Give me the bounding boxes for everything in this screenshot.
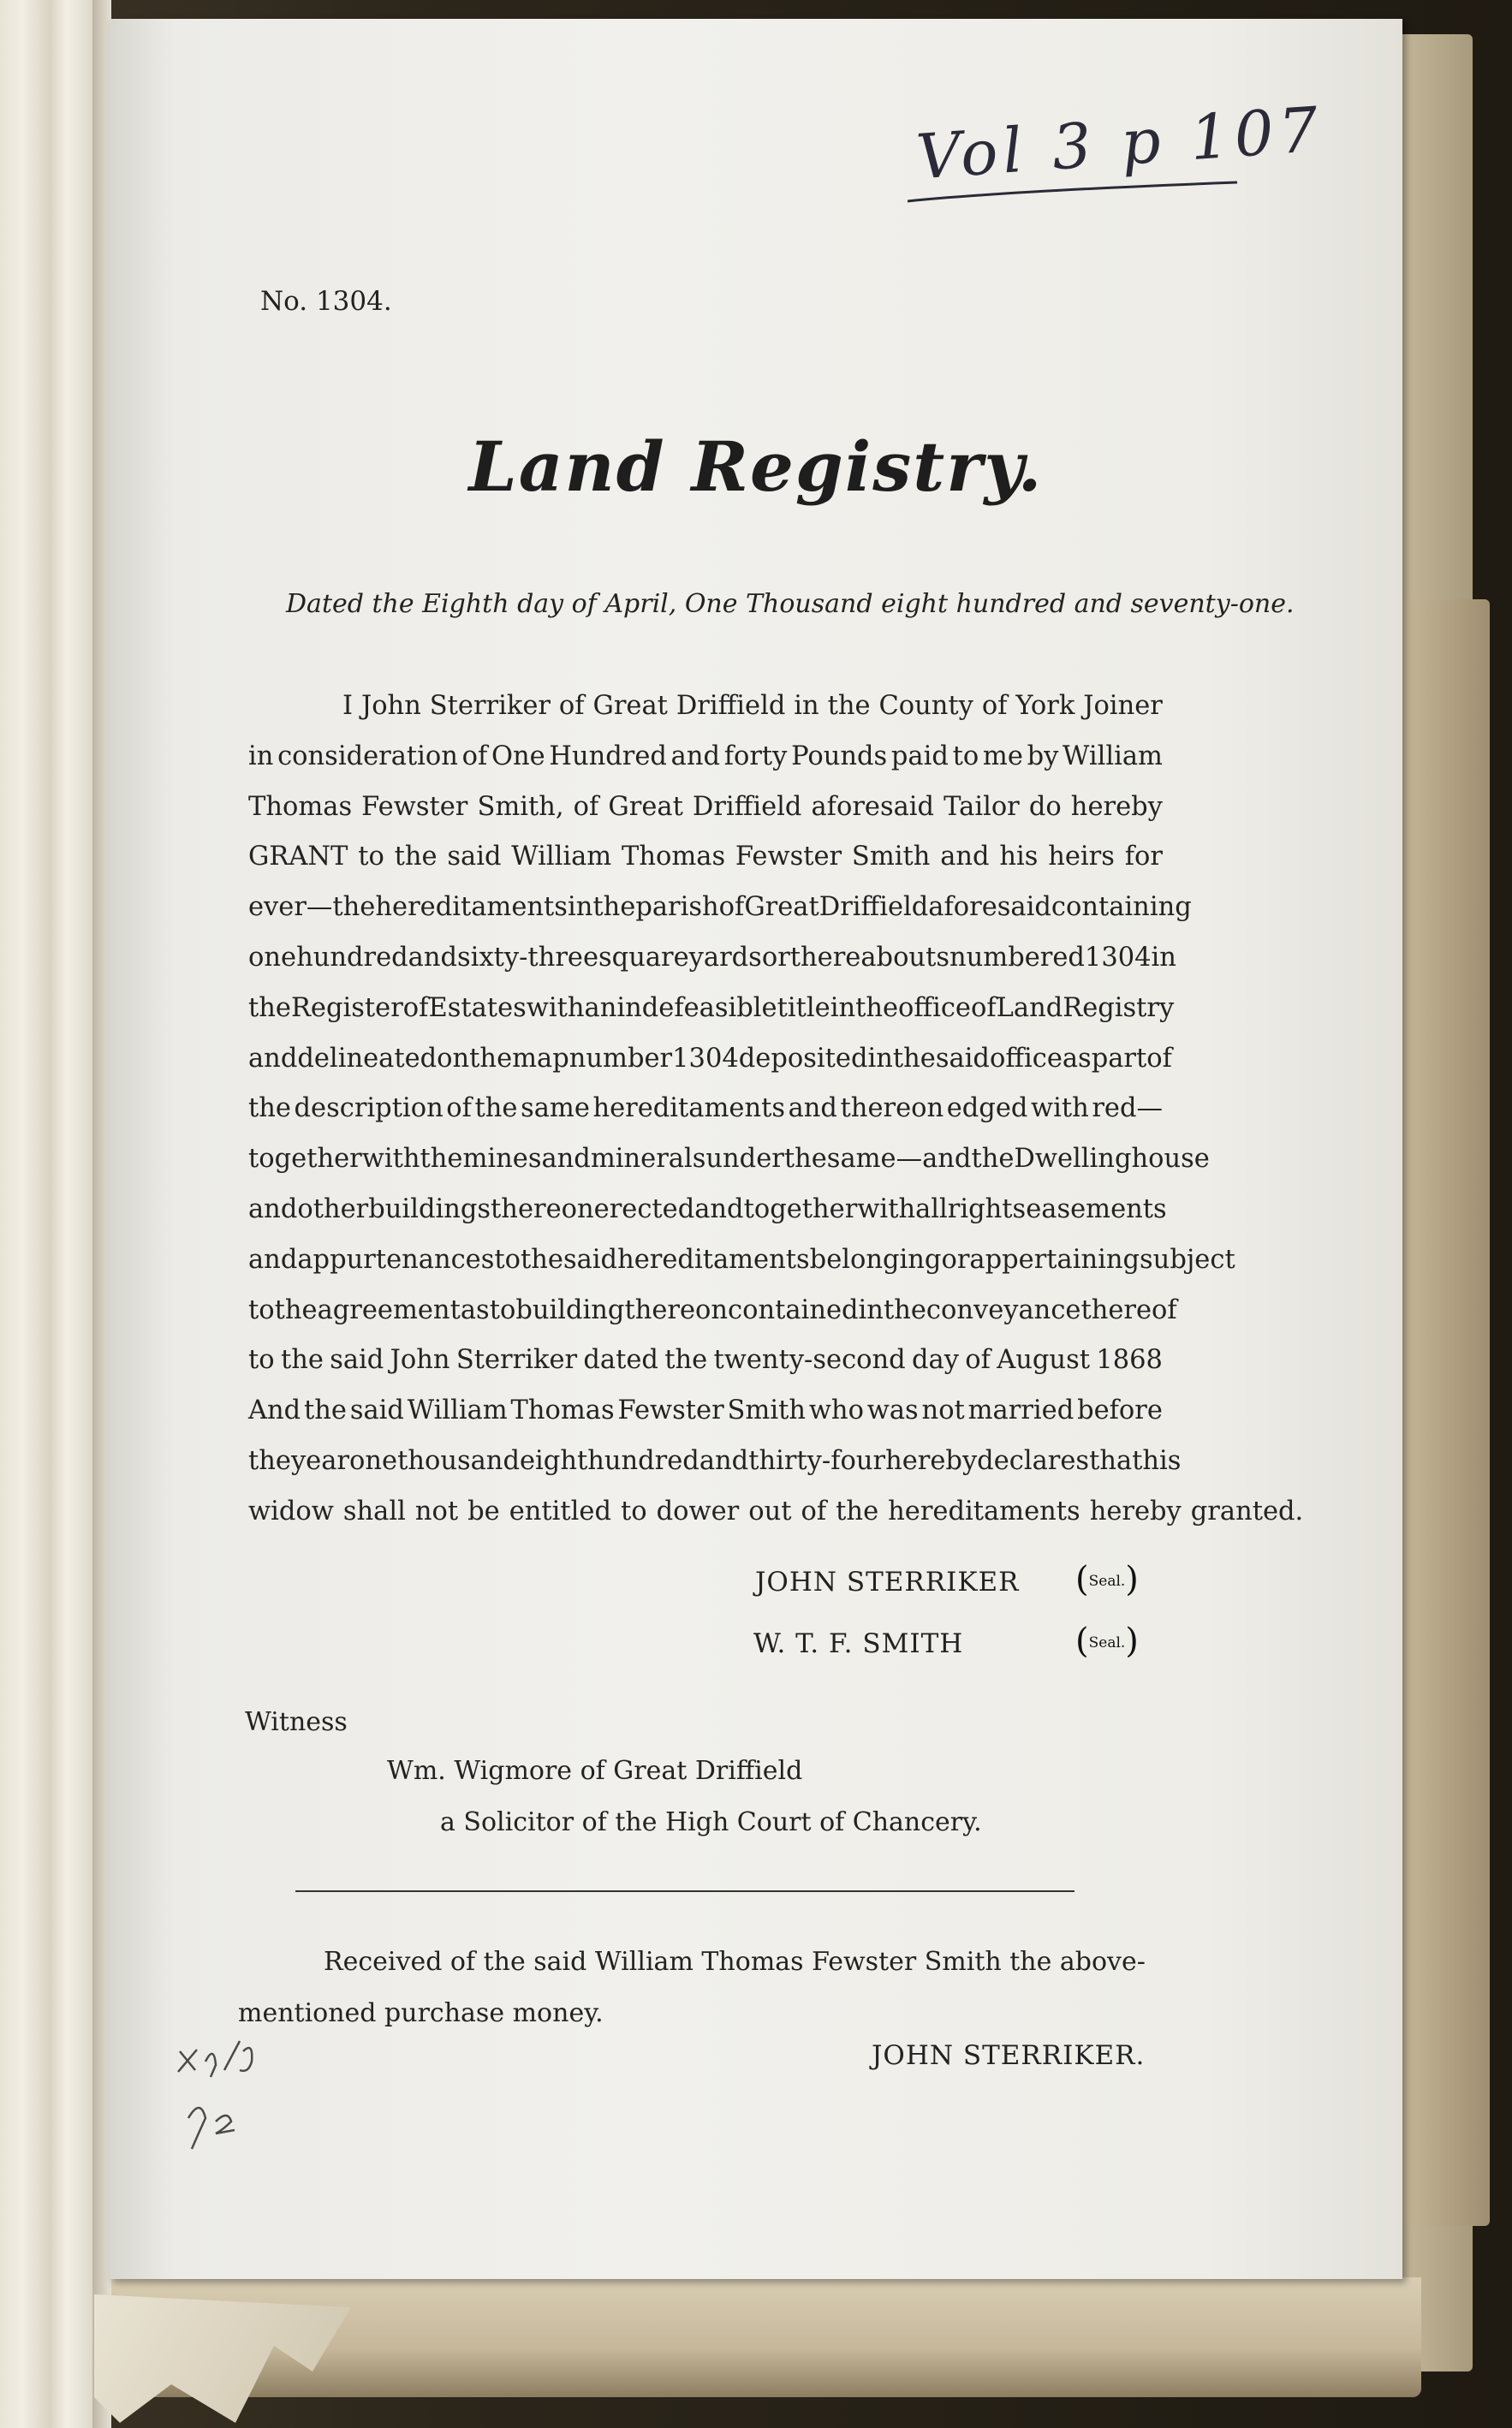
word: of (449, 1947, 476, 1977)
word: the (1009, 1947, 1052, 1977)
word: delineated (297, 1043, 438, 1074)
word: Smith, (477, 791, 564, 822)
word: of (446, 1093, 472, 1124)
word: County (878, 691, 973, 721)
word: out (748, 1496, 792, 1526)
body-line (248, 1286, 1177, 1336)
word: and (408, 942, 458, 973)
word: Great (592, 691, 668, 721)
word: 1304 (672, 1043, 739, 1074)
divider-rule (295, 1890, 1074, 1892)
word: of (981, 691, 1008, 721)
word: and (248, 1244, 298, 1275)
word: with (526, 992, 585, 1023)
word: hereby (1089, 1496, 1182, 1526)
word: an (584, 992, 617, 1023)
body-line (248, 1134, 1210, 1185)
seal-mark: (Seal.) (1075, 1560, 1139, 1599)
witness-label: Witness (245, 1707, 348, 1737)
word: hundred (296, 942, 408, 973)
pencil-note-mark (171, 2036, 283, 2156)
word: GRANT (248, 842, 348, 872)
receipt-block (238, 1937, 1146, 2039)
word: easements (1026, 1193, 1167, 1224)
word: Smith (851, 842, 931, 872)
word: Thomas (701, 1947, 804, 1977)
word: said (533, 1947, 587, 1977)
word: Land (996, 992, 1063, 1023)
word: deposited (738, 1043, 868, 1074)
word: Fewster (735, 842, 842, 872)
word: said (330, 1345, 384, 1376)
word: Registry (1063, 992, 1175, 1023)
word: be (467, 1496, 500, 1526)
word: in (248, 741, 274, 771)
word: the (280, 1345, 324, 1376)
seal-mark: (Seal.) (1075, 1622, 1139, 1661)
body-line (248, 1487, 1304, 1538)
word: and (699, 1445, 749, 1476)
word: to (952, 741, 979, 771)
word: thereon (491, 1193, 594, 1224)
word: of (573, 791, 599, 822)
word: said (563, 1244, 618, 1275)
body-line (248, 1386, 1163, 1437)
word: said (935, 1043, 990, 1074)
word: in (567, 892, 593, 923)
word: the (783, 1144, 827, 1175)
word: numbered (949, 942, 1085, 973)
word: day (912, 1345, 959, 1376)
word: buildings (368, 1193, 491, 1224)
word: the (971, 1144, 1015, 1175)
word: the (521, 1244, 563, 1275)
word: to (248, 1294, 275, 1325)
word: Tailor (944, 791, 1020, 822)
word: above- (1059, 1947, 1146, 1977)
word: not (921, 1396, 965, 1426)
word: together (743, 1193, 858, 1224)
body-line (248, 1185, 1167, 1235)
word: who (808, 1396, 864, 1426)
word: the (248, 1093, 291, 1124)
word: or (761, 942, 790, 973)
word: 1868 (1096, 1345, 1163, 1376)
word: Driffield (819, 892, 929, 923)
word: of (970, 992, 997, 1023)
word: of (965, 1345, 991, 1376)
word: that (1089, 1445, 1143, 1476)
word: and (248, 1193, 298, 1224)
word: office (898, 992, 971, 1023)
word: in (830, 992, 856, 1023)
word: married (967, 1396, 1074, 1426)
word: 1304 (1084, 942, 1152, 973)
word: August (997, 1345, 1090, 1376)
word: minerals (590, 1144, 706, 1175)
signatory-name: JOHN STERRIKER (755, 1567, 1020, 1598)
word: to (494, 1244, 521, 1275)
body-line (248, 732, 1163, 783)
word: York (1015, 691, 1075, 721)
word: paid (890, 741, 949, 771)
word: the (855, 992, 899, 1023)
word: and (670, 741, 720, 771)
word: before (1077, 1396, 1163, 1426)
body-line (248, 681, 1163, 732)
word: Driffield (676, 691, 786, 721)
word: and (940, 842, 990, 872)
word: one (349, 1445, 398, 1476)
page-title: Land Registry. (468, 426, 1044, 507)
word: Register (290, 992, 403, 1023)
word: shall (342, 1496, 406, 1526)
word: the (469, 1043, 513, 1074)
word: William (594, 1947, 693, 1977)
word: of (718, 892, 745, 923)
word: Great (744, 892, 819, 923)
word: year (290, 1445, 349, 1476)
word: conveyance (926, 1294, 1081, 1325)
word: under (705, 1144, 784, 1175)
word: his (1142, 1445, 1182, 1476)
word: Dwellinghouse (1014, 1144, 1210, 1175)
word: thereon (624, 1294, 729, 1325)
word: map (512, 1043, 569, 1074)
word: of (1146, 1043, 1172, 1074)
word: the (883, 1294, 926, 1325)
deed-body (248, 681, 1304, 1538)
body-line (248, 1084, 1163, 1134)
word: William (511, 842, 612, 872)
handwritten-reference (908, 92, 1326, 218)
word: appertaining (969, 1244, 1140, 1275)
word: thereabouts (789, 942, 949, 973)
word: the (664, 1345, 708, 1376)
word: Thomas (248, 791, 353, 822)
body-line (248, 1034, 1172, 1085)
word: to (489, 1294, 516, 1325)
word: dower (656, 1496, 740, 1526)
word: as (460, 1294, 490, 1325)
word: Great (608, 791, 683, 822)
word: or (941, 1244, 970, 1275)
witness-name: Wm. Wigmore of Great Driffield (387, 1756, 803, 1786)
word: description (294, 1093, 443, 1124)
word: the (248, 992, 291, 1023)
word: thereof (1080, 1294, 1177, 1325)
word: Driffield (692, 791, 802, 822)
word: Sterriker (429, 691, 551, 721)
word: widow (248, 1496, 334, 1526)
word: not (414, 1496, 459, 1526)
underlying-pages-edge (1387, 599, 1490, 2226)
receipt-line: mentioned purchase money. (238, 1998, 604, 2028)
word: do (1028, 791, 1062, 822)
word: appurtenances (297, 1244, 495, 1275)
body-line (248, 1437, 1182, 1487)
word: other (297, 1193, 369, 1224)
word: was (866, 1396, 919, 1426)
book-binding (0, 0, 111, 2428)
word: and (788, 1093, 837, 1124)
word: indefeasible (616, 992, 777, 1023)
word: I (342, 691, 354, 721)
word: Received (324, 1947, 443, 1977)
word: of (801, 1496, 827, 1526)
word: in (794, 691, 819, 721)
body-line (248, 783, 1163, 833)
body-line (248, 832, 1163, 883)
word: eight (519, 1445, 588, 1476)
word: to (248, 1345, 275, 1376)
word: Smith (727, 1396, 806, 1426)
word: Sterriker (455, 1345, 578, 1376)
word: the (827, 691, 871, 721)
word: hereditaments (375, 892, 568, 923)
word: entitled (509, 1496, 611, 1526)
word: on (437, 1043, 470, 1074)
receipt-line (238, 1937, 1146, 1988)
word: subject (1140, 1244, 1235, 1275)
word: Fewster (617, 1396, 724, 1426)
body-line (248, 984, 1175, 1034)
word: granted. (1190, 1496, 1304, 1526)
word: in (867, 1043, 893, 1074)
word: John (360, 691, 421, 721)
word: to (358, 842, 384, 872)
word: Joiner (1083, 691, 1163, 721)
word: William (407, 1396, 508, 1426)
word: thousand (397, 1445, 520, 1476)
word: forty (723, 741, 788, 771)
word: number (568, 1043, 673, 1074)
word: for (1124, 842, 1163, 872)
word: the (836, 1496, 879, 1526)
word: with (857, 1193, 916, 1224)
witness-role: a Solicitor of the High Court of Chancery. (440, 1807, 982, 1837)
word: hereby (885, 1445, 978, 1476)
word: the (274, 1294, 318, 1325)
word: yards (688, 942, 762, 973)
word: hereditaments (592, 1093, 786, 1124)
word: Smith (924, 1947, 1002, 1977)
word: me (982, 741, 1023, 771)
word: hundred (587, 1445, 699, 1476)
dated-line: Dated the Eighth day of April, One Thousand eight hundred and seventy-one. (286, 589, 1295, 619)
word: and (248, 1043, 298, 1074)
word: sixty-three (457, 942, 599, 973)
word: rights (947, 1193, 1027, 1224)
word: one (248, 942, 297, 973)
body-line (248, 933, 1176, 984)
receipt-signature: JOHN STERRIKER. (872, 2040, 1146, 2071)
seal-label: Seal. (1088, 1634, 1126, 1651)
word: red— (1092, 1093, 1163, 1124)
word: thereon (840, 1093, 944, 1124)
word: William (1063, 741, 1163, 771)
word: with (1030, 1093, 1089, 1124)
word: declares (977, 1445, 1090, 1476)
word: the (420, 1144, 463, 1175)
word: and (541, 1144, 591, 1175)
word: And (248, 1396, 301, 1426)
word: with (361, 1144, 420, 1175)
word: title (777, 992, 830, 1023)
word: said (349, 1396, 404, 1426)
word: of (402, 992, 429, 1023)
word: agreement (317, 1294, 461, 1325)
word: twenty-second (713, 1345, 906, 1376)
word: as (1062, 1043, 1092, 1074)
word: same (521, 1093, 590, 1124)
word: all (915, 1193, 948, 1224)
word: Fewster (361, 791, 468, 822)
seal-label: Seal. (1088, 1573, 1126, 1590)
word: consideration (277, 741, 458, 771)
word: by (1027, 741, 1059, 771)
word: ever—the (248, 892, 376, 923)
word: and (694, 1193, 744, 1224)
word: parish (635, 892, 719, 923)
word: Hundred (549, 741, 667, 771)
word: said (447, 842, 502, 872)
word: heirs (1048, 842, 1115, 872)
word: together (248, 1144, 362, 1175)
word: hereby (1070, 791, 1163, 822)
word: Pounds (791, 741, 888, 771)
word: his (999, 842, 1039, 872)
handwritten-reference-text: Vol 3 p 107 (914, 92, 1326, 193)
word: same—and (826, 1144, 972, 1175)
word: thirty-four (748, 1445, 886, 1476)
word: office (989, 1043, 1063, 1074)
signatory-name: W. T. F. SMITH (753, 1628, 964, 1659)
word: dated (583, 1345, 658, 1376)
word: building (515, 1294, 625, 1325)
word: contained (728, 1294, 859, 1325)
word: hereditaments (617, 1244, 810, 1275)
word: of (558, 691, 585, 721)
word: John (390, 1345, 450, 1376)
word: the (592, 892, 636, 923)
word: in (858, 1294, 884, 1325)
word: of (461, 741, 488, 771)
word: Estates (428, 992, 527, 1023)
word: mines (462, 1144, 542, 1175)
body-line (248, 1336, 1163, 1386)
word: containing (1051, 892, 1192, 923)
word: the (892, 1043, 936, 1074)
word: square (598, 942, 689, 973)
word: the (394, 842, 438, 872)
word: the (248, 1445, 291, 1476)
word: Thomas (510, 1396, 615, 1426)
word: aforesaid (928, 892, 1051, 923)
word: part (1091, 1043, 1147, 1074)
word: Fewster (812, 1947, 917, 1977)
word: erected (593, 1193, 695, 1224)
word: hereditaments (888, 1496, 1080, 1526)
word: Thomas (622, 842, 726, 872)
document-number: No. 1304. (260, 286, 392, 317)
underline-stroke (908, 98, 1250, 218)
word: the (474, 1093, 518, 1124)
word: One (491, 741, 545, 771)
word: in (1151, 942, 1176, 973)
word: the (483, 1947, 526, 1977)
word: belonging (809, 1244, 942, 1275)
body-line (248, 1235, 1235, 1286)
body-line (248, 883, 1192, 933)
word: the (304, 1396, 347, 1426)
word: aforesaid (811, 791, 935, 822)
word: to (621, 1496, 647, 1526)
word: edged (946, 1093, 1028, 1124)
